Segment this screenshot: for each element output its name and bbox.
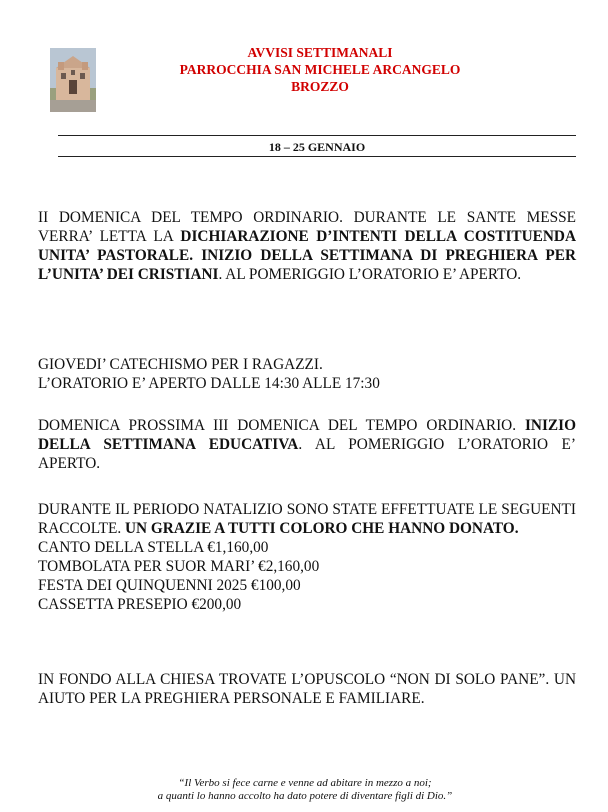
- header-parish: PARROCCHIA SAN MICHELE ARCANGELO: [179, 62, 461, 77]
- notice-booklet: IN FONDO ALLA CHIESA TROVATE L’OPUSCOLO “NON DI SOLO PANE”. UN AIUTO PER LA PREGHIERA PERSONALE E FAMILIARE.: [38, 671, 576, 707]
- notice-next-sunday-educational-week: INIZIO DELLA SETTIMANA EDUCATIVA: [38, 417, 576, 453]
- collection-item: CANTO DELLA STELLA €1,160,00: [38, 539, 269, 556]
- notice-sunday-unity-week: INIZIO DELLA SETTIMANA DI PREGHIERA PER L’UNITA’ DEI CRISTIANI: [38, 247, 576, 283]
- notice-sunday-declaration: DICHIARAZIONE D’INTENTI DELLA COSTITUENDA UNITA’ PASTORALE.: [38, 228, 576, 264]
- parish-header: [110, 44, 530, 95]
- gospel-quote: [60, 777, 550, 803]
- notice-sunday-oratory: . AL POMERIGGIO L’ORATORIO E’ APERTO.: [218, 266, 522, 283]
- top-divider: [58, 135, 576, 136]
- notice-sunday-text: II DOMENICA DEL TEMPO ORDINARIO. DURANTE LE SANTE MESSE VERRA’ LETTA LA: [38, 209, 576, 245]
- notice-collections-thanks: UN GRAZIE A TUTTI COLORO CHE HANNO DONATO.: [124, 520, 519, 537]
- notice-sunday: [38, 208, 576, 284]
- notice-thursday-oratory: L’ORATORIO E’ APERTO DALLE 14:30 ALLE 17:30: [38, 375, 380, 392]
- collection-item: CASSETTA PRESEPIO €200,00: [38, 596, 242, 613]
- church-photo: [50, 48, 96, 112]
- notice-thursday: [38, 355, 576, 393]
- notice-next-sunday: [38, 416, 576, 473]
- notice-collections-text: DURANTE IL PERIODO NATALIZIO SONO STATE EFFETTUATE LE SEGUENTI RACCOLTE.: [38, 501, 576, 537]
- collection-item: TOMBOLATA PER SUOR MARI’ €2,160,00: [38, 558, 320, 575]
- bottom-divider: [58, 156, 576, 157]
- collection-item: FESTA DEI QUINQUENNI 2025 €100,00: [38, 577, 301, 594]
- notice-next-sunday-text: DOMENICA PROSSIMA III DOMENICA DEL TEMPO ORDINARIO.: [38, 417, 517, 434]
- header-town: BROZZO: [291, 79, 349, 94]
- quote-line: a quanti lo hanno accolto ha dato potere di diventare figli di Dio.”: [157, 790, 453, 802]
- date-range: 18 – 25 GENNAIO: [268, 140, 366, 154]
- header-title: AVVISI SETTIMANALI: [247, 45, 393, 60]
- quote-line: “Il Verbo si fece carne e venne ad abitare in mezzo a noi;: [178, 777, 432, 789]
- notice-collections: [38, 500, 576, 614]
- notice-next-sunday-oratory: . AL POMERIGGIO L’ORATORIO E’ APERTO.: [38, 436, 576, 472]
- notice-thursday-catechism: GIOVEDI’ CATECHISMO PER I RAGAZZI.: [38, 356, 323, 373]
